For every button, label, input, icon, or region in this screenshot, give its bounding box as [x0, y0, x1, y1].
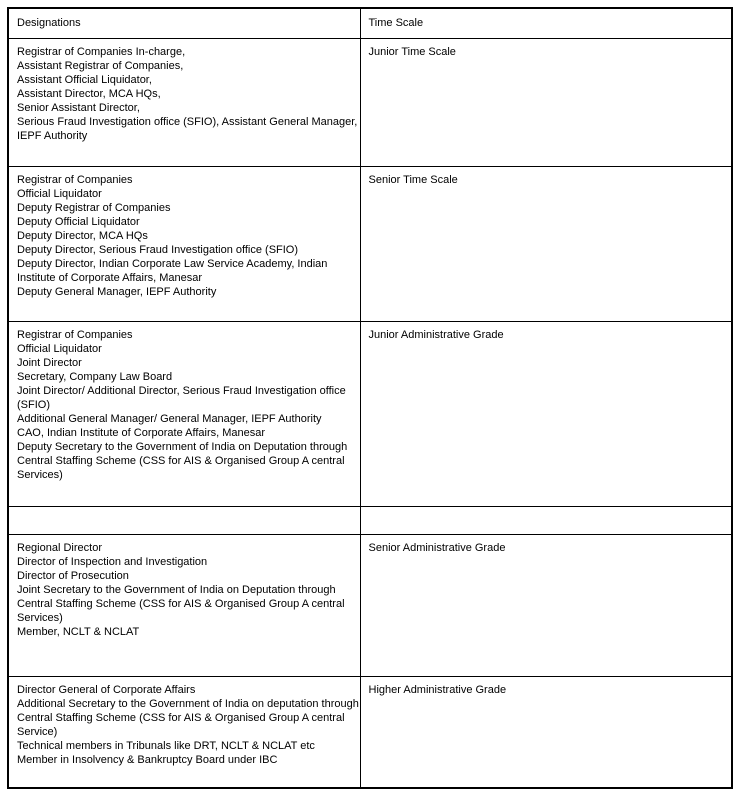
designation-line: Senior Assistant Director, [17, 101, 140, 114]
designation-line: Member in Insolvency & Bankruptcy Board under IBC [17, 753, 278, 766]
designation-line: Central Staffing Scheme (CSS for AIS & Organised Group A central [17, 454, 345, 467]
designation-line: Official Liquidator [17, 342, 102, 355]
row-empty [8, 506, 732, 534]
designation-line: Registrar of Companies [17, 328, 133, 341]
designation-line: (SFIO) [17, 398, 50, 411]
designation-line: Deputy Director, MCA HQs [17, 229, 148, 242]
designation-line: Assistant Director, MCA HQs, [17, 87, 161, 100]
designation-line: Additional General Manager/ General Manager, IEPF Authority [17, 412, 322, 425]
designation-line: Joint Director [17, 356, 82, 369]
designation-line: IEPF Authority [17, 129, 88, 142]
designation-line: Deputy Secretary to the Government of India on Deputation through [17, 440, 348, 453]
designations-cell [8, 506, 360, 534]
designations-cell [8, 676, 360, 788]
time-scale-text: Junior Time Scale [368, 45, 456, 58]
designations-cell [8, 38, 360, 166]
time-scale-cell [360, 534, 732, 676]
designation-line: Deputy Director, Indian Corporate Law Service Academy, Indian [17, 257, 328, 270]
designation-line: Service) [17, 725, 58, 738]
designation-line: Additional Secretary to the Government of India on deputation through [17, 697, 359, 710]
designation-line: Deputy Official Liquidator [17, 215, 140, 228]
designation-line: CAO, Indian Institute of Corporate Affairs, Manesar [17, 426, 266, 439]
row-senior-administrative-grade [8, 534, 732, 676]
row-junior-time-scale [8, 38, 732, 166]
designation-line: Member, NCLT & NCLAT [17, 625, 140, 638]
designations-cell [8, 321, 360, 506]
header-time-scale: Time Scale [360, 8, 732, 38]
designation-line: Deputy Director, Serious Fraud Investigation office (SFIO) [17, 243, 299, 256]
time-scale-cell [360, 321, 732, 506]
designations-text [17, 683, 359, 767]
row-higher-administrative-grade [8, 676, 732, 788]
designation-line: Assistant Registrar of Companies, [17, 59, 184, 72]
designations-cell [8, 166, 360, 321]
designation-line: Institute of Corporate Affairs, Manesar [17, 271, 203, 284]
designation-line: Serious Fraud Investigation office (SFIO), Assistant General Manager, [17, 115, 358, 128]
time-scale-cell [360, 38, 732, 166]
designation-line: Deputy Registrar of Companies [17, 201, 171, 214]
time-scale-text: Senior Time Scale [368, 173, 458, 186]
designations-table [7, 7, 733, 789]
designation-line: Regional Director [17, 541, 102, 554]
designation-line: Official Liquidator [17, 187, 102, 200]
designation-line: Director General of Corporate Affairs [17, 683, 196, 696]
designation-line: Director of Inspection and Investigation [17, 555, 208, 568]
designation-line: Registrar of Companies In-charge, [17, 45, 186, 58]
designation-line: Joint Secretary to the Government of India on Deputation through [17, 583, 336, 596]
designations-text [17, 541, 352, 639]
time-scale-cell [360, 166, 732, 321]
designations-cell [8, 534, 360, 676]
table-header-row [8, 8, 732, 38]
time-scale-cell [360, 676, 732, 788]
designation-line: Deputy General Manager, IEPF Authority [17, 285, 217, 298]
designation-line: Services) [17, 468, 63, 481]
header-designations: Designations [8, 8, 360, 38]
designations-text [17, 45, 358, 143]
designation-line: Registrar of Companies [17, 173, 133, 186]
designation-line: Services) [17, 611, 63, 624]
time-scale-text: Junior Administrative Grade [368, 328, 504, 341]
time-scale-text: Higher Administrative Grade [368, 683, 507, 696]
designation-line: Central Staffing Scheme (CSS for AIS & Organised Group A central [17, 711, 345, 724]
designation-line: Central Staffing Scheme (CSS for AIS & Organised Group A central [17, 597, 345, 610]
designation-line: Secretary, Company Law Board [17, 370, 173, 383]
designation-line: Joint Director/ Additional Director, Serious Fraud Investigation office [17, 384, 346, 397]
designation-line: Technical members in Tribunals like DRT, NCLT & NCLAT etc [17, 739, 315, 752]
time-scale-cell [360, 506, 732, 534]
row-junior-administrative-grade [8, 321, 732, 506]
designations-text [17, 173, 352, 299]
designation-line: Assistant Official Liquidator, [17, 73, 152, 86]
time-scale-text: Senior Administrative Grade [368, 541, 506, 554]
row-senior-time-scale [8, 166, 732, 321]
designations-text [17, 328, 352, 482]
designation-line: Director of Prosecution [17, 569, 129, 582]
